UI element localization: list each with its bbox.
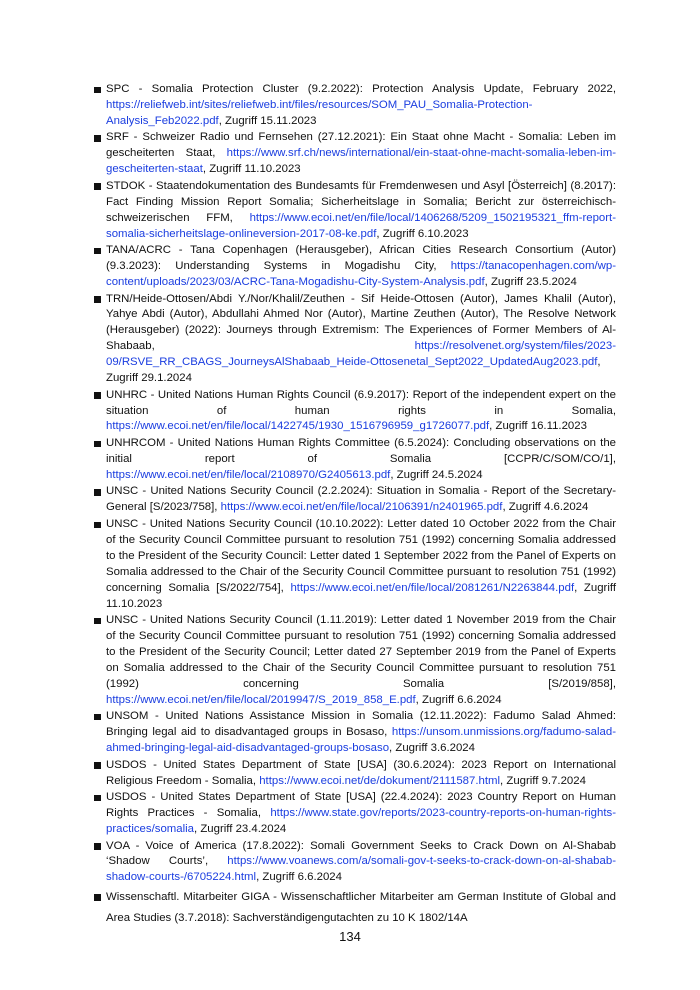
bullet-icon [94, 714, 101, 721]
reference-item [94, 709, 616, 757]
bullet-icon [94, 762, 101, 769]
reference-item [94, 613, 616, 708]
bullet-icon [94, 894, 101, 901]
reference-item [94, 484, 616, 516]
reference-item [94, 130, 616, 178]
reference-access-date: , Zugriff 6.6.2024 [415, 693, 502, 706]
reference-access-date: , Zugriff 24.5.2024 [390, 468, 483, 481]
bullet-icon [94, 489, 101, 496]
reference-link[interactable]: https://www.ecoi.net/en/file/local/2106391/n2401965.pdf [220, 501, 503, 514]
reference-link[interactable]: https://www.srf.ch/news/international/ein-staat-ohne-macht-somalia-leben-im-gescheiterten-staat [106, 147, 616, 176]
reference-link[interactable]: https://www.ecoi.net/en/file/local/1422745/1930_1516796959_g1726077.pdf [106, 420, 490, 433]
reference-access-date: , Zugriff 23.4.2024 [194, 822, 287, 835]
reference-access-date: , Zugriff 15.11.2023 [218, 114, 317, 127]
bullet-icon [94, 392, 101, 399]
reference-item [94, 292, 616, 387]
reference-item [94, 388, 616, 436]
bullet-icon [94, 183, 101, 190]
reference-access-date: , Zugriff 4.6.2024 [502, 501, 589, 514]
reference-link[interactable]: https://www.ecoi.net/en/file/local/2081261/N2263844.pdf [290, 581, 575, 594]
reference-text: TRN/Heide-Ottosen/Abdi Y./Nor/Khalil/Zeuthen - Sif Heide-Ottosen (Autor), James Khalil (Autor), Yahye Abdi (Autor), Abdullahi Ahmed Nor (Autor), Martine Zeuthen (Autor), The Resolve Network (Herausgeber) (2022): Journeys through Extremism: The Experiences of Former Members of Al-Shabaab, [106, 292, 616, 353]
bullet-icon [94, 296, 101, 303]
reference-text: SRF - Schweizer Radio und Fernsehen (27.12.2021): Ein Staat ohne Macht - Somalia: Leben im gescheiterten Staat, [106, 131, 616, 160]
reference-item [94, 436, 616, 484]
reference-link[interactable]: https://www.ecoi.net/en/file/local/2019947/S_2019_858_E.pdf [106, 693, 416, 706]
reference-link[interactable]: https://reliefweb.int/sites/reliefweb.int/files/resources/SOM_PAU_Somalia-Protection-Analysis_Feb2022.pdf [106, 98, 533, 127]
bullet-icon [94, 618, 101, 625]
reference-access-date: , Zugriff 16.11.2023 [489, 420, 587, 433]
reference-link[interactable]: https://www.voanews.com/a/somali-gov-t-seeks-to-crack-down-on-al-shabab-shadow-courts-/6705224.html [106, 855, 616, 884]
reference-access-date: , Zugriff 9.7.2024 [500, 774, 586, 787]
reference-text: UNSC - United Nations Security Council (2.2.2024): Situation in Somalia - Report of the Secretary-General [S/2023/758], [106, 485, 616, 514]
reference-item [94, 790, 616, 838]
reference-access-date: , Zugriff 11.10.2023 [106, 581, 616, 610]
reference-text: UNHRCOM - United Nations Human Rights Committee (6.5.2024): Concluding observations on the initial report of Somalia [CCPR/C/SOM/CO/1], [106, 437, 616, 465]
reference-link[interactable]: https://www.ecoi.net/en/file/local/2108970/G2405613.pdf [106, 468, 391, 481]
reference-text: Wissenschaftl. Mitarbeiter GIGA - Wissenschaftlicher Mitarbeiter am German Institute of Global and Area Studies (3.7.2018): Sachverständigengutachten zu 10 K 1802/14A [106, 891, 616, 925]
reference-item [94, 758, 616, 790]
reference-text: UNHRC - United Nations Human Rights Council (6.9.2017): Report of the independent expert on the situation of human rights in Somalia, [106, 388, 616, 417]
reference-item [94, 243, 616, 291]
reference-link[interactable]: https://resolvenet.org/system/files/2023-09/RSVE_RR_CBAGS_JourneysAlShabaab_Heide-Ottosenetal_Sept2022_UpdatedAug2023.pdf [106, 340, 616, 369]
bullet-icon [94, 135, 101, 142]
reference-link[interactable]: https://www.state.gov/reports/2023-country-reports-on-human-rights-practices/somalia [106, 807, 616, 835]
page-number: 134 [339, 929, 361, 944]
bullet-icon [94, 522, 101, 529]
reference-access-date: , Zugriff 6.6.2024 [256, 871, 342, 884]
reference-text: UNSC - United Nations Security Council (10.10.2022): Letter dated 10 October 2022 from the Chair of the Security Council Committee pursuant to resolution 751 (1992) concerning Somalia addressed to the President of the Security Council: Letter dated 1 September 2022 from the Panel of Experts on Somalia addressed to the Chair of the Security Council Committee pursuant to resolution 751 (1992) concerning Somalia [S/2022/754], [106, 517, 616, 594]
reference-item [94, 517, 616, 612]
reference-link[interactable]: https://tanacopenhagen.com/wp-content/uploads/2023/03/ACRC-Tana-Mogadishu-City-System-Analysis.pdf [106, 260, 616, 288]
reference-text: TANA/ACRC - Tana Copenhagen (Herausgeber), African Cities Research Consortium (Autor) (9.3.2023): Understanding Systems in Mogadishu City, [106, 244, 616, 273]
reference-link[interactable]: https://www.ecoi.net/de/dokument/2111587.html [259, 774, 501, 787]
reference-text: STDOK - Staatendokumentation des Bundesamts für Fremdenwesen und Asyl [Österreich] (8.2017): Fact Finding Mission Report Somalia; Sicherheitslage in Somalia; Bericht zur österreichisch-schweizerischen FFM, [106, 179, 616, 224]
bullet-icon [94, 843, 101, 850]
reference-access-date: , Zugriff 29.1.2024 [106, 356, 601, 385]
reference-item [94, 887, 616, 929]
reference-access-date: , Zugriff 11.10.2023 [202, 163, 301, 176]
reference-access-date: , Zugriff 23.5.2024 [484, 275, 577, 288]
reference-link[interactable]: https://unsom.unmissions.org/fadumo-salad-ahmed-bringing-legal-aid-disadvantaged-groups-bosaso [106, 726, 616, 755]
reference-item [94, 82, 616, 130]
reference-text: VOA - Voice of America (17.8.2022): Somali Government Seeks to Crack Down on Al-Shabab ‘Shadow Courts’, [106, 839, 616, 868]
reference-access-date: , Zugriff 6.10.2023 [376, 227, 469, 240]
reference-item [94, 839, 616, 887]
bullet-icon [94, 87, 101, 94]
bullet-icon [94, 248, 101, 255]
reference-text: USDOS - United States Department of State [USA] (30.6.2024): 2023 Report on International Religious Freedom - Somalia, [106, 758, 616, 787]
bullet-icon [94, 795, 101, 802]
reference-text: USDOS - United States Department of State [USA] (22.4.2024): 2023 Country Report on Human Rights Practices - Somalia, [106, 791, 616, 820]
reference-item [94, 179, 616, 243]
reference-access-date: , Zugriff 3.6.2024 [389, 742, 475, 755]
reference-text: UNSOM - United Nations Assistance Mission in Somalia (12.11.2022): Fadumo Salad Ahmed: Bringing legal aid to disadvantaged groups in Bosaso, [106, 710, 616, 739]
reference-text: UNSC - United Nations Security Council (1.11.2019): Letter dated 1 November 2019 from the Chair of the Security Council Committee pursuant to resolution 751 (1992) concerning Somalia addressed to the President of the Security Council; Letter dated 27 September 2019 from the Panel of Experts on Somalia addressed to the Chair of the Security Council Committee pursuant to resolution 751 (1992) concerning Somalia [S/2019/858], [106, 614, 616, 690]
reference-list [94, 82, 616, 930]
reference-link[interactable]: https://www.ecoi.net/en/file/local/1406268/5209_1502195321_ffm-report-somalia-sicherheitslage-onlineversion-2017-08-ke.pdf [106, 211, 616, 240]
reference-text: SPC - Somalia Protection Cluster (9.2.2022): Protection Analysis Update, February 2022, [106, 83, 616, 95]
bullet-icon [94, 441, 101, 448]
